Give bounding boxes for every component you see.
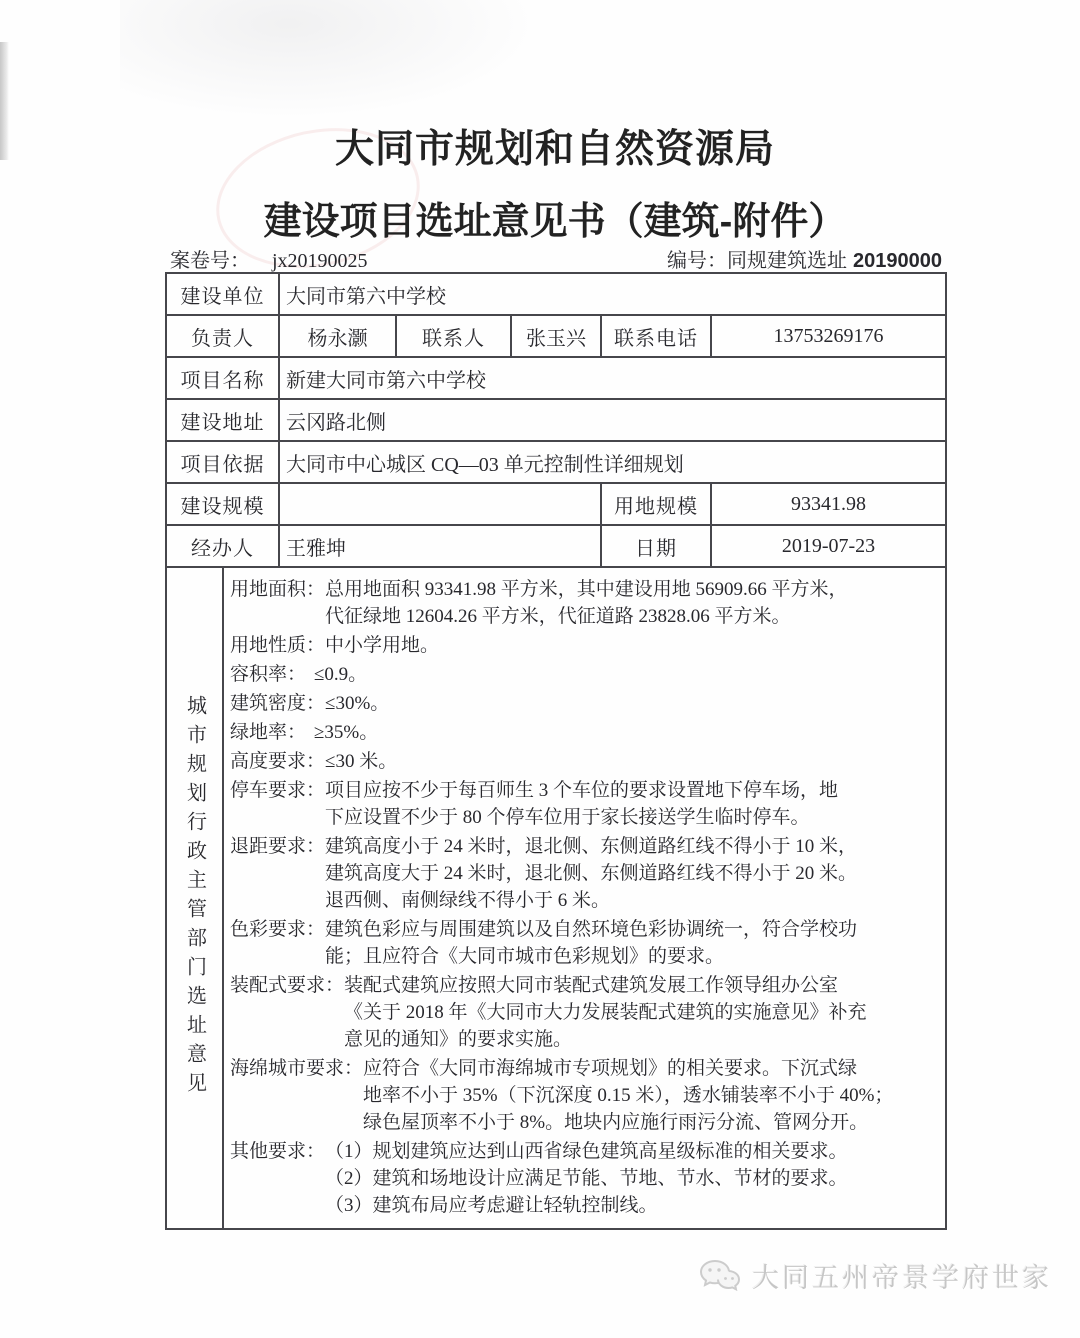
- table-row: [166, 483, 946, 525]
- requirement-text-line: 总用地面积 93341.98 平方米，其中建设用地 56909.66 平方米，: [325, 578, 848, 600]
- case-number-label: 案卷号：: [170, 250, 250, 272]
- requirement-text-line: 代征绿地 12604.26 平方米，代征道路 23828.06 平方米。: [325, 605, 791, 627]
- field-value-project-name: 新建大同市第六中学校: [279, 357, 946, 399]
- field-label-person-in-charge: 负责人: [166, 315, 279, 357]
- requirement-text-line: 项目应按不少于每百师生 3 个车位的要求设置地下停车场，地: [325, 779, 839, 801]
- requirement-lines: [325, 632, 939, 659]
- requirement-label: 其他要求：: [230, 1140, 326, 1162]
- form-table: [165, 272, 947, 1230]
- requirement-text-line: （2）建筑和场地设计应满足节能、节地、节水、节材的要求。: [325, 1167, 848, 1189]
- requirement-list: [230, 576, 939, 1219]
- table-row: [166, 399, 946, 441]
- document-number-value: 20190000: [853, 250, 942, 272]
- requirement-text-line: ≤0.9。: [314, 663, 368, 685]
- field-value-date: 2019-07-23: [711, 525, 946, 567]
- table-row: [166, 315, 946, 357]
- field-label-contact-phone: 联系电话: [601, 315, 711, 357]
- requirement-text-line: 绿色屋顶率不小于 8%。地块内应施行雨污分流、管网分开。: [363, 1111, 869, 1133]
- field-label-construction-scale: 建设规模: [166, 483, 279, 525]
- requirement-item: [230, 1138, 939, 1219]
- table-row: [166, 357, 946, 399]
- field-value-construction-unit: 大同市第六中学校: [279, 273, 946, 315]
- document-header: [165, 118, 945, 245]
- field-label-contact-person: 联系人: [396, 315, 511, 357]
- requirement-text-line: 应符合《大同市海绵城市专项规划》的相关要求。下沉式绿: [363, 1057, 858, 1079]
- field-label-land-scale: 用地规模: [601, 483, 711, 525]
- field-value-handler: 王雅坤: [279, 525, 601, 567]
- requirement-item: [230, 1055, 939, 1136]
- requirement-lines: [325, 1138, 939, 1219]
- field-value-contact-phone: 13753269176: [711, 315, 946, 357]
- requirement-label: 退距要求：: [230, 835, 326, 857]
- field-value-construction-address: 云冈路北侧: [279, 399, 946, 441]
- field-value-person-in-charge: 杨永灏: [279, 315, 396, 357]
- scan-smudge-artifact: [120, 0, 540, 120]
- requirement-text-line: 中小学用地。: [325, 634, 440, 656]
- requirement-item: [230, 777, 939, 831]
- case-number: [170, 244, 368, 273]
- requirement-lines: [325, 748, 939, 775]
- document-number: [667, 244, 942, 273]
- field-label-handler: 经办人: [166, 525, 279, 567]
- requirement-lines: [314, 661, 939, 688]
- table-row: [166, 525, 946, 567]
- requirement-text-line: ≤30 米。: [325, 750, 398, 772]
- requirement-text-line: 建筑高度大于 24 米时，退北侧、东侧道路红线不得小于 20 米。: [325, 862, 858, 884]
- wechat-icon: [698, 1258, 742, 1294]
- opinion-row: [166, 567, 946, 1229]
- requirement-text-line: ≤30%。: [325, 692, 390, 714]
- document-number-label: 编号：: [667, 250, 728, 272]
- field-value-land-scale: 93341.98: [711, 483, 946, 525]
- field-label-project-basis: 项目依据: [166, 441, 279, 483]
- requirement-label: 用地面积：: [230, 578, 326, 600]
- requirement-item: [230, 719, 939, 746]
- opinion-content-cell: [223, 567, 946, 1229]
- field-label-date: 日期: [601, 525, 711, 567]
- field-label-construction-address: 建设地址: [166, 399, 279, 441]
- opinion-side-label: 城市规划行政主管部门选址意见: [183, 695, 206, 1101]
- field-value-project-basis: 大同市中心城区 CQ—03 单元控制性详细规划: [279, 441, 946, 483]
- table-row: [166, 273, 946, 315]
- requirement-item: [230, 632, 939, 659]
- requirement-text-line: 下应设置不少于 80 个停车位用于家长接送学生临时停车。: [325, 806, 810, 828]
- requirement-lines: [363, 1055, 939, 1136]
- requirement-lines: [344, 972, 939, 1053]
- field-label-construction-unit: 建设单位: [166, 273, 279, 315]
- document-number-text: 同规建筑选址: [727, 250, 848, 272]
- requirement-text-line: （1）规划建筑应达到山西省绿色建筑高星级标准的相关要求。: [325, 1140, 848, 1162]
- watermark-text: 大同五州帝景学府世家: [752, 1263, 1052, 1293]
- requirement-label: 停车要求：: [230, 779, 326, 801]
- requirement-item: [230, 972, 939, 1053]
- requirement-item: [230, 748, 939, 775]
- requirement-lines: [325, 916, 939, 970]
- document-meta-row: [170, 244, 942, 273]
- requirement-label: 容积率：: [230, 663, 307, 685]
- requirement-label: 海绵城市要求：: [230, 1057, 364, 1079]
- watermark: [698, 1256, 1052, 1295]
- requirement-text-line: （3）建筑布局应考虑避让轻轨控制线。: [325, 1194, 658, 1216]
- requirement-item: [230, 661, 939, 688]
- opinion-side-label-cell: [166, 567, 223, 1229]
- requirement-text-line: 能；且应符合《大同市城市色彩规划》的要求。: [325, 945, 725, 967]
- requirement-text-line: 《关于 2018 年《大同市大力发展装配式建筑的实施意见》补充: [344, 1001, 867, 1023]
- requirement-label: 绿地率：: [230, 721, 307, 743]
- requirement-item: [230, 833, 939, 914]
- requirement-text-line: 地率不小于 35%（下沉深度 0.15 米），透水铺装率不小于 40%；: [363, 1084, 894, 1106]
- requirement-label: 装配式要求：: [230, 974, 345, 996]
- table-row: [166, 441, 946, 483]
- requirement-lines: [325, 690, 939, 717]
- requirement-lines: [325, 833, 939, 914]
- requirement-item: [230, 690, 939, 717]
- requirement-text-line: 建筑高度小于 24 米时，退北侧、东侧道路红线不得小于 10 米，: [325, 835, 858, 857]
- case-number-value: jx20190025: [272, 250, 368, 272]
- requirement-text-line: ≥35%。: [314, 721, 379, 743]
- requirement-label: 用地性质：: [230, 634, 326, 656]
- scan-edge-artifact: [0, 42, 9, 160]
- requirement-text-line: 装配式建筑应按照大同市装配式建筑发展工作领导组办公室: [344, 974, 839, 996]
- requirement-item: [230, 916, 939, 970]
- field-value-contact-person: 张玉兴: [511, 315, 601, 357]
- requirement-text-line: 建筑色彩应与周围建筑以及自然环境色彩协调统一，符合学校功: [325, 918, 858, 940]
- requirement-lines: [325, 576, 939, 630]
- document-title-form: 建设项目选址意见书（建筑-附件）: [263, 201, 847, 243]
- requirement-label: 高度要求：: [230, 750, 326, 772]
- document-title-agency: 大同市规划和自然资源局: [334, 128, 775, 171]
- field-label-project-name: 项目名称: [166, 357, 279, 399]
- requirement-text-line: 退西侧、南侧绿线不得小于 6 米。: [325, 889, 611, 911]
- requirement-label: 建筑密度：: [230, 692, 326, 714]
- requirement-item: [230, 576, 939, 630]
- field-value-construction-scale: [279, 483, 601, 525]
- requirement-text-line: 意见的通知》的要求实施。: [344, 1028, 573, 1050]
- requirement-lines: [314, 719, 939, 746]
- requirement-lines: [325, 777, 939, 831]
- requirement-label: 色彩要求：: [230, 918, 326, 940]
